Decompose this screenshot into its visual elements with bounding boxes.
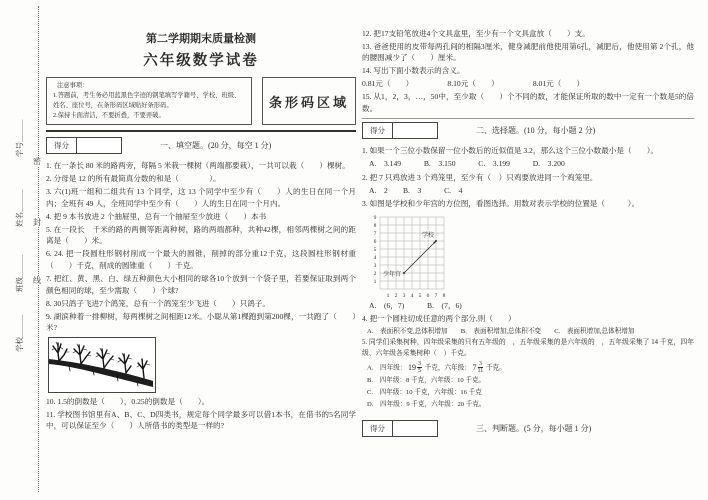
svg-text:5: 5 xyxy=(418,293,422,300)
question-2: 2. 分母是 12 的所有最简真分数的和是（ ）。 xyxy=(46,174,221,184)
question-12: 12. 把17支铅笔放进4个文具盒里，至少有一个文具盒放（ ）支。 xyxy=(362,28,590,38)
svg-text:3: 3 xyxy=(373,263,377,270)
mixed-fraction-2: 7 $\frac{3}{11}$ xyxy=(472,360,484,375)
section3-header xyxy=(362,420,694,437)
svg-text:1: 1 xyxy=(386,293,390,300)
left-column xyxy=(46,28,356,433)
score-label: 得分 xyxy=(363,123,393,138)
svg-text:8: 8 xyxy=(442,293,446,300)
section1-header xyxy=(46,137,356,154)
question-5: 5. 在一段长 千米的路的两侧等距离种树，路的两端都种，共种42棵，相邻两棵树之间的距离是（ ）米。 xyxy=(46,224,356,246)
svg-text:8: 8 xyxy=(373,223,377,230)
svg-text:2: 2 xyxy=(373,271,377,278)
seal-char-mi: 密 xyxy=(33,157,41,166)
question-14: 14. 写出下面小数表示的含义。 xyxy=(362,66,465,76)
option-a-mid: 千克，六年级： xyxy=(424,363,471,371)
question-6: 6. 24. 把一段圆柱形钢材削成一个最大的圆锥，削掉的部分重12千克，这段圆柱形钢材重（ ）千克，削成的圆锥重（ ）千克。 xyxy=(46,249,356,270)
choice-3-options: A. (6，7) B. (7，6) xyxy=(369,301,462,311)
notice-line-2: 2.保持卡面清洁，不要折叠，不要弄破。 xyxy=(53,112,165,120)
header-boxes xyxy=(46,77,356,125)
svg-text:7: 7 xyxy=(434,293,438,300)
right-column xyxy=(362,26,694,443)
position-grid-svg xyxy=(366,211,458,299)
svg-text:4: 4 xyxy=(410,293,414,300)
svg-text:6: 6 xyxy=(373,239,377,246)
score-box xyxy=(46,137,122,154)
position-grid-figure xyxy=(366,211,694,299)
option-a-suffix: 千克。 xyxy=(485,363,506,371)
choice-2-options: A. 2 B. 3 C. 4 xyxy=(369,185,463,195)
notice-line-1: 1.答题前，考生务必用蓝黑色字迹的钢笔填写学籍号、学校、班级、姓名、座位号，在条形码区域贴好条形码。 xyxy=(53,92,241,110)
question-13: 13. 爸爸使用的皮带每两孔间的相隔3厘米，健身减肥前他使用第6孔，减肥后，他使用第 2个孔，他的腰围减少了（ ）厘米。 xyxy=(362,41,694,63)
header-divider xyxy=(46,130,356,132)
score-blank-cell xyxy=(393,123,437,138)
svg-text:9: 9 xyxy=(373,215,377,222)
section2-header xyxy=(362,122,694,139)
choice-5-option-c: C. 四年级：10 千克，六年级：16 千克 xyxy=(367,388,482,396)
seal-field-school: 学校＿＿＿ xyxy=(15,314,24,352)
question-14-items: 0.81元（ ） 8.10元（ ） 8.01元（ ） xyxy=(362,79,585,89)
barcode-area: 条形码区域 xyxy=(262,77,356,125)
notice-heading: 注意事项： xyxy=(57,82,89,89)
question-3: 3. 六(1)班一组和二组共有 13 个同学，这 13 个同学中至少有（ ）人的生日在同一个月内；全班有 49 人，全班同学中至少有（ ）人的生日在同一个月内。 xyxy=(46,187,356,208)
question-4: 4. 把 9 本书放进 2 个抽屉里，总有一个抽屉至少放进（ ）本书 xyxy=(46,211,267,221)
choice-5: 5. 同学们采集树种，四年级采集的只有五年级的 ，五年级采集的是六年级的 ，五年级采集了 14 千克，四年级、六年级各采集树种（ ）千克。 xyxy=(362,339,694,357)
choice-5-option-a xyxy=(367,361,694,375)
choice-2: 2. 把 7 只鸡放进 3 个鸡笼里，至少有（ ）只鸡要放进同一个鸡笼里。 xyxy=(362,172,598,182)
mixed-fraction-1: 19 $\frac{3}{5}$ xyxy=(408,360,422,375)
svg-text:少年宫: 少年宫 xyxy=(382,272,401,279)
choice-3: 3. 如图是学校和少年宫的方位图，看图选择。用数对表示学校的位置是（ ）。 xyxy=(362,199,640,209)
section2-title: 二、选择题。(10 分，每小题 2 分) xyxy=(476,126,596,136)
choice-4: 4. 把一个圆柱切成任意的两个部分,则（ ） xyxy=(362,314,516,324)
svg-text:1: 1 xyxy=(373,279,377,286)
seal-dashed-line xyxy=(38,6,39,492)
score-label: 得分 xyxy=(47,138,77,153)
willow-trees-image xyxy=(48,337,156,393)
score-box xyxy=(362,420,438,437)
seal-char-xian: 线 xyxy=(33,276,41,285)
svg-text:2: 2 xyxy=(394,293,398,300)
willow-trees-svg xyxy=(49,338,153,390)
score-box xyxy=(362,122,438,139)
svg-text:3: 3 xyxy=(402,293,406,300)
question-15: 15. 从1，2，3，…，50中，至少取（ ）个不同的数，才能保证所取的数中一定有一个数是5的倍数。 xyxy=(362,92,694,113)
svg-text:7: 7 xyxy=(373,231,377,238)
question-1: 1. 在一条长 80 米的路两旁，每隔 5 米栽一棵树（两端都要栽），一共可以栽（ ）棵树。 xyxy=(46,161,350,171)
seal-field-name: 姓名＿＿＿ xyxy=(15,189,24,227)
svg-text:4: 4 xyxy=(373,255,377,262)
section3-title: 三、判断题。(5 分，每小题 1 分) xyxy=(476,423,592,433)
question-9: 9. 湖滨种着一排柳树，每两棵树之间相距12米。小聪从第1棵跑到第200棵，一共跑了（ ）米? xyxy=(46,311,356,333)
seal-field-student-id: 学号＿＿＿ xyxy=(15,119,24,157)
choice-5-option-b: B. 四年级：8 千克，六年级：10 千克。 xyxy=(367,377,486,385)
paper-title: 六年级数学试卷 xyxy=(143,53,259,69)
notice-box xyxy=(46,77,252,125)
svg-text:5: 5 xyxy=(373,247,377,254)
seal-field-class: 班级＿＿＿ xyxy=(15,254,24,292)
option-a-prefix: A. 四年级： xyxy=(367,363,407,371)
question-8: 8. 30只鸽子飞进7个鸽笼，总有一个鸽笼至少飞进（ ）只鸽子。 xyxy=(46,298,271,308)
svg-text:学校: 学校 xyxy=(421,233,434,240)
score-blank-cell xyxy=(77,138,121,153)
choice-5-option-d: D. 四年级：9 千克，六年级：20 千克。 xyxy=(367,400,486,408)
section2-divider xyxy=(362,118,694,119)
question-7: 7. 把红、黄、黑、白、绿五种颜色大小相同的球各10个放到一个袋子里，若要保证取到两个颜色相同的球，至少需取（ ）个球? xyxy=(46,274,356,295)
score-label: 得分 xyxy=(363,421,393,436)
choice-4-options: A. 表面积不变,总体积增加 B. 表面积增加,总体积不变 C. 表面积增加,总体积增加 xyxy=(367,327,635,335)
section1-title: 一、填空题。(20 分，每空 1 分) xyxy=(160,141,272,151)
choice-1-options: A. 3.149 B. 3.150 C. 3.199 D. 3.200 xyxy=(369,159,565,169)
question-10: 10. 1.5的倒数是（ ），0.25的倒数是（ ）。 xyxy=(46,396,210,406)
score-blank-cell xyxy=(393,421,437,436)
question-11: 11. 学校图书馆里有A、B、C、D四类书，规定每个同学最多可以借1本书，在借书的5名同学中，可以保证至少（ ）人所借书的类型是一样的? xyxy=(46,409,356,431)
svg-text:6: 6 xyxy=(426,293,430,300)
choice-1: 1. 如果一个三位小数保留一位小数后的近似值是 3.2，那么这个三位小数最小是（ ）。 xyxy=(362,146,659,156)
seal-char-feng: 封 xyxy=(33,218,41,227)
exam-title: 第二学期期末质量检测 xyxy=(146,33,256,45)
